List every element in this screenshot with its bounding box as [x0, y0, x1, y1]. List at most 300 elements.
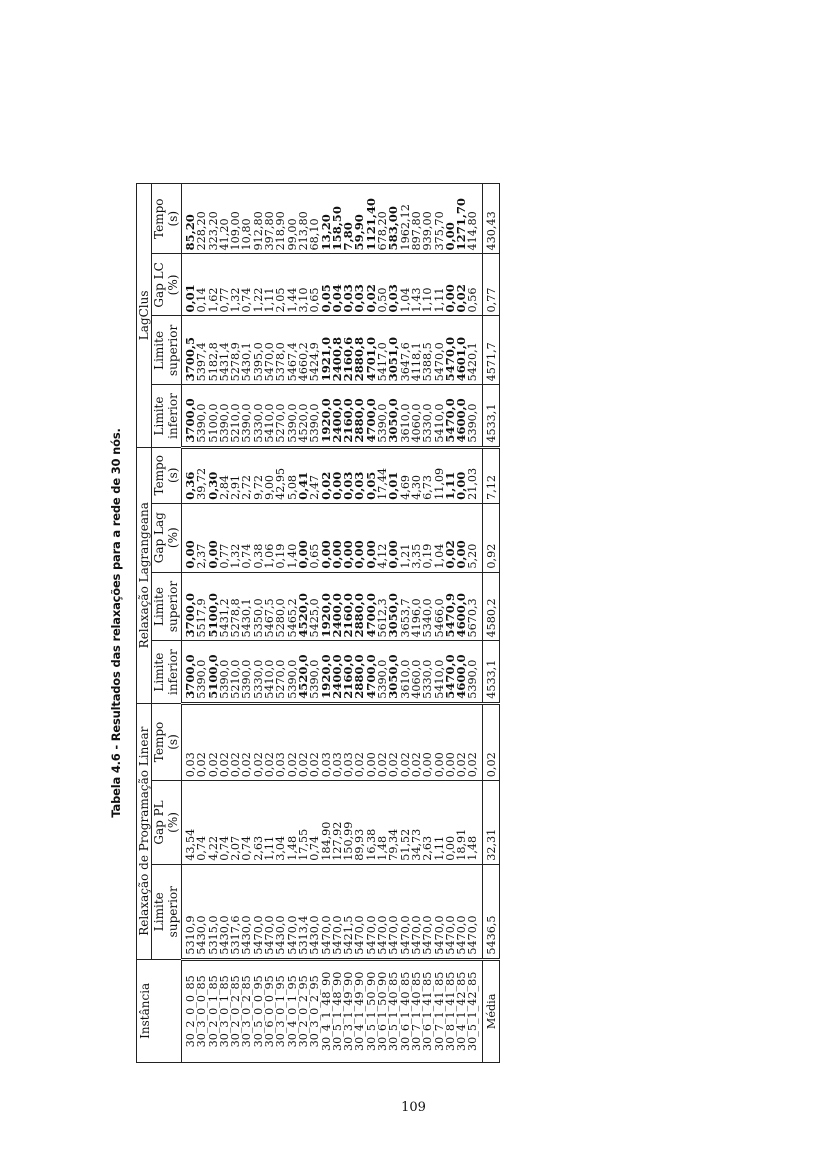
value-cell: 1,11	[445, 447, 456, 503]
value-cell: 678,20	[377, 184, 388, 254]
value-cell: 0,38	[253, 503, 264, 572]
instance-cell: 30_5_1_42_85	[467, 959, 482, 1062]
instance-cell: 30_3_0_0_85	[196, 959, 207, 1062]
average-cell: 5436,5	[482, 864, 499, 959]
value-cell: 2400,8	[332, 316, 343, 385]
value-cell: 0,02	[219, 703, 230, 780]
value-cell: 0,02	[264, 703, 275, 780]
instance-cell: 30_2_0_1_85	[208, 959, 219, 1062]
value-cell: 1,48	[287, 781, 298, 865]
value-cell: 1,10	[422, 254, 433, 316]
table-caption: Tabela 4.6 - Resultados das relaxações para a rede de 30 nós.	[109, 428, 123, 818]
value-cell: 127,92	[332, 781, 343, 865]
subheader-line: Gap LC	[152, 262, 166, 308]
value-cell: 68,10	[309, 184, 320, 254]
value-cell: 1,11	[434, 781, 445, 865]
value-cell: 0,74	[196, 781, 207, 865]
value-cell: 0,02	[196, 703, 207, 780]
value-cell: 158,50	[332, 184, 343, 254]
value-cell: 1,32	[230, 254, 241, 316]
value-cell: 4,22	[208, 781, 219, 865]
value-cell: 4520,0	[298, 572, 309, 641]
value-cell: 414,80	[467, 184, 482, 254]
subheader-line: Limite	[152, 587, 166, 626]
value-cell: 0,03	[343, 447, 354, 503]
subheader-lag-0	[152, 641, 182, 703]
value-cell: 397,80	[264, 184, 275, 254]
value-cell: 0,77	[219, 254, 230, 316]
value-cell: 4600,0	[456, 641, 467, 703]
value-cell: 5390,0	[241, 385, 252, 447]
value-cell: 2880,0	[354, 641, 365, 703]
results-body	[182, 184, 500, 1063]
value-cell: 4600,0	[456, 572, 467, 641]
subheader-line: Limite	[152, 892, 166, 932]
value-cell: 0,02	[298, 703, 309, 780]
value-cell: 5410,0	[264, 385, 275, 447]
value-cell: 109,00	[230, 184, 241, 254]
value-cell: 5470,0	[434, 316, 445, 385]
instance-cell: 30_2_0_2_85	[230, 959, 241, 1062]
value-cell: 1,62	[208, 254, 219, 316]
value-cell: 939,00	[422, 184, 433, 254]
value-cell: 5100,0	[208, 572, 219, 641]
value-cell: 0,02	[309, 703, 320, 780]
value-cell: 0,02	[208, 703, 219, 780]
value-cell: 583,00	[388, 184, 399, 254]
value-cell: 184,90	[321, 781, 332, 865]
table-row	[467, 184, 482, 1063]
value-cell: 0,00	[366, 503, 377, 572]
value-cell: 5470,0	[445, 316, 456, 385]
value-cell: 0,00	[321, 503, 332, 572]
value-cell: 5470,0	[287, 864, 298, 959]
value-cell: 5470,0	[264, 864, 275, 959]
value-cell: 5390,0	[377, 385, 388, 447]
instance-cell: 30_7_1_40_85	[411, 959, 422, 1062]
instance-cell: 30_4_0_1_95	[287, 959, 298, 1062]
value-cell: 5210,0	[230, 385, 241, 447]
value-cell: 3700,5	[182, 316, 197, 385]
value-cell: 0,65	[309, 503, 320, 572]
instance-cell: 30_6_0_0_95	[264, 959, 275, 1062]
value-cell: 5280,0	[275, 572, 286, 641]
value-cell: 0,41	[298, 447, 309, 503]
value-cell: 0,02	[321, 447, 332, 503]
value-cell: 0,02	[366, 254, 377, 316]
value-cell: 0,56	[467, 254, 482, 316]
value-cell: 0,36	[182, 447, 197, 503]
value-cell: 5410,0	[434, 641, 445, 703]
value-cell: 5470,0	[332, 864, 343, 959]
value-cell: 5470,0	[354, 864, 365, 959]
value-cell: 3610,0	[400, 385, 411, 447]
value-cell: 0,65	[309, 254, 320, 316]
value-cell: 1,11	[434, 254, 445, 316]
value-cell: 5410,0	[264, 641, 275, 703]
value-cell: 4520,0	[298, 385, 309, 447]
value-cell: 0,50	[377, 254, 388, 316]
average-cell: 7,12	[482, 447, 499, 503]
value-cell: 5465,2	[287, 572, 298, 641]
value-cell: 5421,5	[343, 864, 354, 959]
value-cell: 5470,0	[411, 864, 422, 959]
value-cell: 3,10	[298, 254, 309, 316]
value-cell: 2,84	[219, 447, 230, 503]
subheader-lc-3	[152, 184, 182, 254]
average-cell: 0,77	[482, 254, 499, 316]
instance-cell: 30_6_1_41_85	[422, 959, 433, 1062]
value-cell: 5467,4	[287, 316, 298, 385]
value-cell: 5,08	[287, 447, 298, 503]
value-cell: 2,37	[196, 503, 207, 572]
page-number: 109	[401, 1100, 426, 1115]
value-cell: 5470,0	[321, 864, 332, 959]
value-cell: 5330,0	[422, 641, 433, 703]
value-cell: 3647,6	[400, 316, 411, 385]
value-cell: 912,80	[253, 184, 264, 254]
value-cell: 17,44	[377, 447, 388, 503]
subheader-line: Gap Lag	[152, 512, 166, 564]
value-cell: 3050,0	[388, 641, 399, 703]
table-row	[422, 184, 433, 1063]
value-cell: 5424,9	[309, 316, 320, 385]
value-cell: 3,04	[275, 781, 286, 865]
value-cell: 5470,0	[253, 864, 264, 959]
instance-cell: 30_5_1_40_85	[388, 959, 399, 1062]
value-cell: 4520,0	[298, 641, 309, 703]
value-cell: 218,90	[275, 184, 286, 254]
value-cell: 2880,8	[354, 316, 365, 385]
value-cell: 11,09	[434, 447, 445, 503]
value-cell: 59,90	[354, 184, 365, 254]
value-cell: 9,00	[264, 447, 275, 503]
value-cell: 5430,0	[241, 864, 252, 959]
value-cell: 5390,0	[467, 641, 482, 703]
value-cell: 3050,0	[388, 385, 399, 447]
header-group-lag: Relaxação Lagrangeana	[137, 447, 152, 703]
value-cell: 1921,0	[321, 316, 332, 385]
value-cell: 1,04	[434, 503, 445, 572]
value-cell: 13,20	[321, 184, 332, 254]
subheader-line: Limite	[152, 330, 166, 370]
value-cell: 0,74	[241, 254, 252, 316]
value-cell: 0,00	[182, 503, 197, 572]
value-cell: 0,00	[445, 781, 456, 865]
subheader-line: (s)	[166, 210, 180, 227]
value-cell: 41,20	[219, 184, 230, 254]
value-cell: 1,11	[264, 254, 275, 316]
value-cell: 51,52	[400, 781, 411, 865]
subheader-line: (%)	[166, 274, 180, 296]
value-cell: 2,47	[309, 447, 320, 503]
instance-cell: 30_6_1_40_85	[400, 959, 411, 1062]
value-cell: 0,00	[332, 503, 343, 572]
value-cell: 5100,0	[208, 641, 219, 703]
instance-cell: 30_3_0_1_85	[219, 959, 230, 1062]
value-cell: 0,00	[445, 703, 456, 780]
value-cell: 0,00	[388, 503, 399, 572]
value-cell: 5390,0	[241, 641, 252, 703]
subheader-line: (%)	[166, 527, 180, 549]
value-cell: 1,48	[467, 781, 482, 865]
instance-cell: 30_5_1_50_90	[366, 959, 377, 1062]
value-cell: 5395,0	[253, 316, 264, 385]
value-cell: 5470,0	[467, 864, 482, 959]
average-cell: 4571,7	[482, 316, 499, 385]
value-cell: 5378,0	[275, 316, 286, 385]
value-cell: 897,80	[411, 184, 422, 254]
value-cell: 18,91	[456, 781, 467, 865]
value-cell: 0,74	[241, 503, 252, 572]
value-cell: 213,80	[298, 184, 309, 254]
value-cell: 0,02	[456, 703, 467, 780]
instance-cell: 30_4_1_48_90	[321, 959, 332, 1062]
value-cell: 0,01	[182, 254, 197, 316]
value-cell: 0,19	[275, 503, 286, 572]
subheader-line: Tempo	[152, 198, 166, 239]
value-cell: 5417,0	[377, 316, 388, 385]
value-cell: 0,04	[332, 254, 343, 316]
value-cell: 5612,3	[377, 572, 388, 641]
value-cell: 5470,0	[445, 385, 456, 447]
value-cell: 0,74	[219, 781, 230, 865]
value-cell: 5431,4	[219, 316, 230, 385]
value-cell: 2160,6	[343, 316, 354, 385]
value-cell: 0,03	[354, 254, 365, 316]
subheader-line: Tempo	[152, 721, 166, 763]
value-cell: 5315,0	[208, 864, 219, 959]
instance-cell: 30_4_1_49_90	[354, 959, 365, 1062]
value-cell: 5278,8	[230, 572, 241, 641]
value-cell: 0,14	[196, 254, 207, 316]
value-cell: 0,02	[445, 503, 456, 572]
value-cell: 5390,0	[196, 385, 207, 447]
value-cell: 2,91	[230, 447, 241, 503]
value-cell: 5317,6	[230, 864, 241, 959]
value-cell: 5470,0	[456, 864, 467, 959]
average-cell: 430,43	[482, 184, 499, 254]
subheader-line: Gap PL	[152, 800, 166, 845]
value-cell: 2,63	[253, 781, 264, 865]
value-cell: 1920,0	[321, 385, 332, 447]
value-cell: 5100,0	[208, 385, 219, 447]
instance-cell: 30_5_0_0_95	[253, 959, 264, 1062]
value-cell: 5430,1	[241, 572, 252, 641]
average-cell: 4580,2	[482, 572, 499, 641]
value-cell: 375,70	[434, 184, 445, 254]
value-cell: 1,32	[230, 503, 241, 572]
value-cell: 4701,0	[366, 316, 377, 385]
value-cell: 0,02	[230, 703, 241, 780]
value-cell: 0,03	[182, 703, 197, 780]
value-cell: 1,11	[264, 781, 275, 865]
value-cell: 5390,0	[377, 641, 388, 703]
value-cell: 0,05	[366, 447, 377, 503]
value-cell: 0,02	[456, 254, 467, 316]
average-cell: 0,02	[482, 703, 499, 780]
subheader-line: superior	[166, 580, 180, 633]
value-cell: 0,03	[343, 703, 354, 780]
value-cell: 4060,0	[411, 385, 422, 447]
instance-cell: 30_2_0_0_85	[182, 959, 197, 1062]
value-cell: 4600,0	[456, 385, 467, 447]
value-cell: 4700,0	[366, 385, 377, 447]
value-cell: 3700,0	[182, 641, 197, 703]
value-cell: 0,03	[321, 703, 332, 780]
value-cell: 39,72	[196, 447, 207, 503]
value-cell: 5431,2	[219, 572, 230, 641]
value-cell: 5517,9	[196, 572, 207, 641]
instance-cell: 30_5_1_48_90	[332, 959, 343, 1062]
value-cell: 228,20	[196, 184, 207, 254]
average-row	[482, 184, 499, 1063]
value-cell: 5,20	[467, 503, 482, 572]
value-cell: 2400,0	[332, 641, 343, 703]
value-cell: 5270,0	[275, 641, 286, 703]
value-cell: 5420,1	[467, 316, 482, 385]
average-cell: 4533,1	[482, 641, 499, 703]
value-cell: 5330,0	[253, 385, 264, 447]
subheader-line: Limite	[152, 396, 166, 436]
average-cell: 4533,1	[482, 385, 499, 447]
value-cell: 0,02	[388, 703, 399, 780]
value-cell: 0,01	[388, 447, 399, 503]
value-cell: 5470,0	[366, 864, 377, 959]
average-cell: 0,92	[482, 503, 499, 572]
value-cell: 1,48	[377, 781, 388, 865]
average-label: Média	[482, 959, 499, 1062]
instance-cell: 30_2_0_2_95	[298, 959, 309, 1062]
value-cell: 99,00	[287, 184, 298, 254]
value-cell: 5313,4	[298, 864, 309, 959]
value-cell: 0,00	[456, 503, 467, 572]
value-cell: 5390,0	[196, 641, 207, 703]
value-cell: 5278,9	[230, 316, 241, 385]
value-cell: 1,43	[411, 254, 422, 316]
value-cell: 3653,7	[400, 572, 411, 641]
instance-cell: 30_4_1_42_85	[456, 959, 467, 1062]
value-cell: 5390,0	[287, 385, 298, 447]
value-cell: 0,00	[208, 503, 219, 572]
value-cell: 5390,0	[309, 641, 320, 703]
value-cell: 0,00	[445, 254, 456, 316]
value-cell: 0,00	[298, 503, 309, 572]
value-cell: 43,54	[182, 781, 197, 865]
value-cell: 89,93	[354, 781, 365, 865]
value-cell: 4700,0	[366, 572, 377, 641]
value-cell: 5430,0	[196, 864, 207, 959]
value-cell: 5350,0	[253, 572, 264, 641]
value-cell: 79,34	[388, 781, 399, 865]
value-cell: 3,35	[411, 503, 422, 572]
value-cell: 5210,0	[230, 641, 241, 703]
value-cell: 2160,0	[343, 385, 354, 447]
value-cell: 4700,0	[366, 641, 377, 703]
value-cell: 0,03	[275, 703, 286, 780]
value-cell: 2,07	[230, 781, 241, 865]
value-cell: 5430,1	[241, 316, 252, 385]
value-cell: 5390,0	[467, 385, 482, 447]
value-cell: 1,06	[264, 503, 275, 572]
value-cell: 5470,0	[445, 641, 456, 703]
value-cell: 1271,70	[456, 184, 467, 254]
value-cell: 0,02	[354, 703, 365, 780]
value-cell: 0,74	[241, 781, 252, 865]
value-cell: 5390,0	[219, 385, 230, 447]
value-cell: 0,03	[343, 254, 354, 316]
value-cell: 5388,5	[422, 316, 433, 385]
value-cell: 5467,5	[264, 572, 275, 641]
header-group-pl: Relaxação de Programação Linear	[137, 703, 152, 959]
subheader-lc-1	[152, 316, 182, 385]
instance-cell: 30_3_0_1_95	[275, 959, 286, 1062]
value-cell: 0,02	[241, 703, 252, 780]
instance-cell: 30_6_1_50_90	[377, 959, 388, 1062]
value-cell: 2160,0	[343, 641, 354, 703]
value-cell: 5470,0	[377, 864, 388, 959]
value-cell: 0,77	[219, 503, 230, 572]
subheader-row	[152, 184, 182, 1063]
value-cell: 5466,0	[434, 572, 445, 641]
value-cell: 0,00	[366, 703, 377, 780]
value-cell: 5470,0	[388, 864, 399, 959]
value-cell: 5310,9	[182, 864, 197, 959]
instance-cell: 30_3_0_2_85	[241, 959, 252, 1062]
value-cell: 5390,0	[309, 385, 320, 447]
value-cell: 1,44	[287, 254, 298, 316]
subheader-line: inferior	[166, 649, 180, 695]
table-row	[182, 184, 197, 1063]
value-cell: 0,02	[253, 703, 264, 780]
value-cell: 0,02	[287, 703, 298, 780]
value-cell: 5430,0	[309, 864, 320, 959]
value-cell: 2160,0	[343, 572, 354, 641]
value-cell: 1,21	[400, 503, 411, 572]
value-cell: 3050,0	[388, 572, 399, 641]
value-cell: 5470,0	[445, 864, 456, 959]
subheader-line: superior	[166, 886, 180, 938]
value-cell: 0,19	[422, 503, 433, 572]
value-cell: 3700,0	[182, 572, 197, 641]
value-cell: 2,05	[275, 254, 286, 316]
table-row	[275, 184, 286, 1063]
value-cell: 4118,1	[411, 316, 422, 385]
value-cell: 10,80	[241, 184, 252, 254]
value-cell: 2,63	[422, 781, 433, 865]
value-cell: 5390,0	[219, 641, 230, 703]
header-instance: Instância	[137, 959, 182, 1062]
value-cell: 2400,0	[332, 385, 343, 447]
value-cell: 7,80	[343, 184, 354, 254]
value-cell: 0,02	[377, 703, 388, 780]
value-cell: 5270,0	[275, 385, 286, 447]
value-cell: 4601,0	[456, 316, 467, 385]
header-group-lagclus: LagClus	[137, 184, 152, 448]
value-cell: 9,72	[253, 447, 264, 503]
value-cell: 1962,12	[400, 184, 411, 254]
value-cell: 3610,0	[400, 641, 411, 703]
subheader-line: (s)	[166, 734, 180, 750]
value-cell: 1121,40	[366, 184, 377, 254]
value-cell: 0,02	[467, 703, 482, 780]
value-cell: 5425,0	[309, 572, 320, 641]
value-cell: 0,02	[400, 703, 411, 780]
average-cell: 32,31	[482, 781, 499, 865]
subheader-lag-2	[152, 503, 182, 572]
value-cell: 2880,0	[354, 385, 365, 447]
value-cell: 323,20	[208, 184, 219, 254]
